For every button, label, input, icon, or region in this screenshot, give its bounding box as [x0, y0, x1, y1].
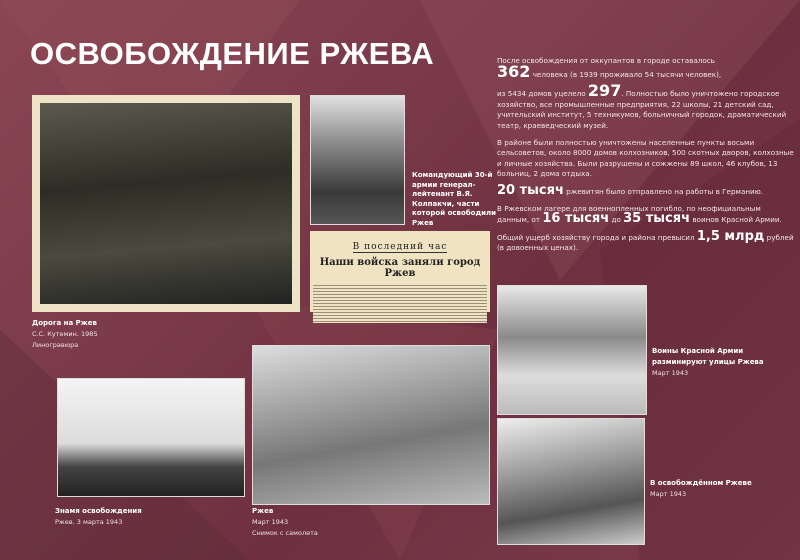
text: После освобождения от оккупантов в городе оставалось — [497, 56, 715, 65]
caption-road — [32, 318, 98, 351]
info-text — [497, 56, 795, 260]
caption-text: Март 1943 — [652, 369, 689, 377]
text: человека (в 1939 проживало 54 тысячи человек), — [530, 69, 722, 79]
page-title: ОСВОБОЖДЕНИЕ РЖЕВА — [30, 36, 435, 71]
text: . Полностью было уничтожено городское хозяйство, все промышленные предприятия, 22 школы, 21 детский сад, учительский институт, 5 техникумов, больничный городок, драматический театр, краеведческий музей. — [497, 89, 787, 130]
sappers-photo — [497, 285, 647, 415]
commander-portrait — [310, 95, 405, 225]
newspaper-headline: Наши войска заняли город Ржев — [319, 257, 481, 279]
caption-text: С.С. Кутемин. 1985 — [32, 330, 98, 338]
caption-title: Воины Красной Армии разминируют улицы Ржева — [652, 347, 764, 366]
caption-sappers — [652, 346, 797, 379]
aerial-photo — [252, 345, 490, 505]
stat-number: 35 тысяч — [623, 211, 691, 227]
caption-title: Командующий 30-й армии генерал-лейтенант В.Я. Колпакчи, части которой освободили Ржев — [412, 171, 497, 227]
caption-liberated — [650, 478, 752, 500]
caption-text: Март 1943 — [252, 518, 289, 526]
caption-text: Март 1943 — [650, 490, 687, 498]
liberated-rzhev-photo — [497, 418, 645, 545]
stat-number: 297 — [587, 81, 622, 101]
text: В Ржевском лагере для военнопленных погибло, по неофициальным данным, от — [497, 203, 761, 225]
newspaper-clipping — [310, 231, 490, 312]
stat-number: 20 тысяч — [497, 182, 564, 198]
stat-number: 16 тысяч — [542, 211, 610, 227]
text: Общий ущерб хозяйству города и района превысил — [497, 232, 697, 242]
caption-text: Ржев. 3 марта 1943 — [55, 518, 123, 526]
text: В районе были полностью уничтожены населенные пункты восьми сельсоветов, около 8000 домов колхозников, 500 скотных дворов, колхозные и личные хозяйства. Были разрушены и сожжены 89 школ, 46 клубов, 13 больниц, 2 дома отдыха. — [497, 137, 794, 179]
caption-title: Ржев — [252, 507, 274, 515]
linocut-image — [32, 95, 300, 312]
stat-number: 1,5 млрд — [696, 228, 765, 244]
caption-title: Знамя освобождения — [55, 507, 142, 515]
newspaper-header: В последний час — [352, 242, 448, 252]
caption-commander — [412, 171, 497, 228]
text: рублей (в довоенных ценах). — [497, 232, 794, 253]
caption-title: Дорога на Ржев — [32, 319, 97, 327]
caption-aerial — [252, 506, 318, 539]
text: до — [609, 215, 624, 225]
stat-number: 362 — [497, 61, 531, 81]
caption-title: В освобождённом Ржеве — [650, 479, 752, 487]
banner-photo — [57, 378, 245, 497]
caption-text: Линогравюра — [32, 341, 79, 349]
caption-text: Снимок с самолета — [252, 529, 318, 537]
caption-banner — [55, 506, 142, 528]
text: из 5434 домов уцелело — [497, 89, 588, 99]
text: ржевитян было отправлено на работы в Германию. — [563, 186, 764, 196]
text: воинов Красной Армии. — [690, 215, 782, 225]
